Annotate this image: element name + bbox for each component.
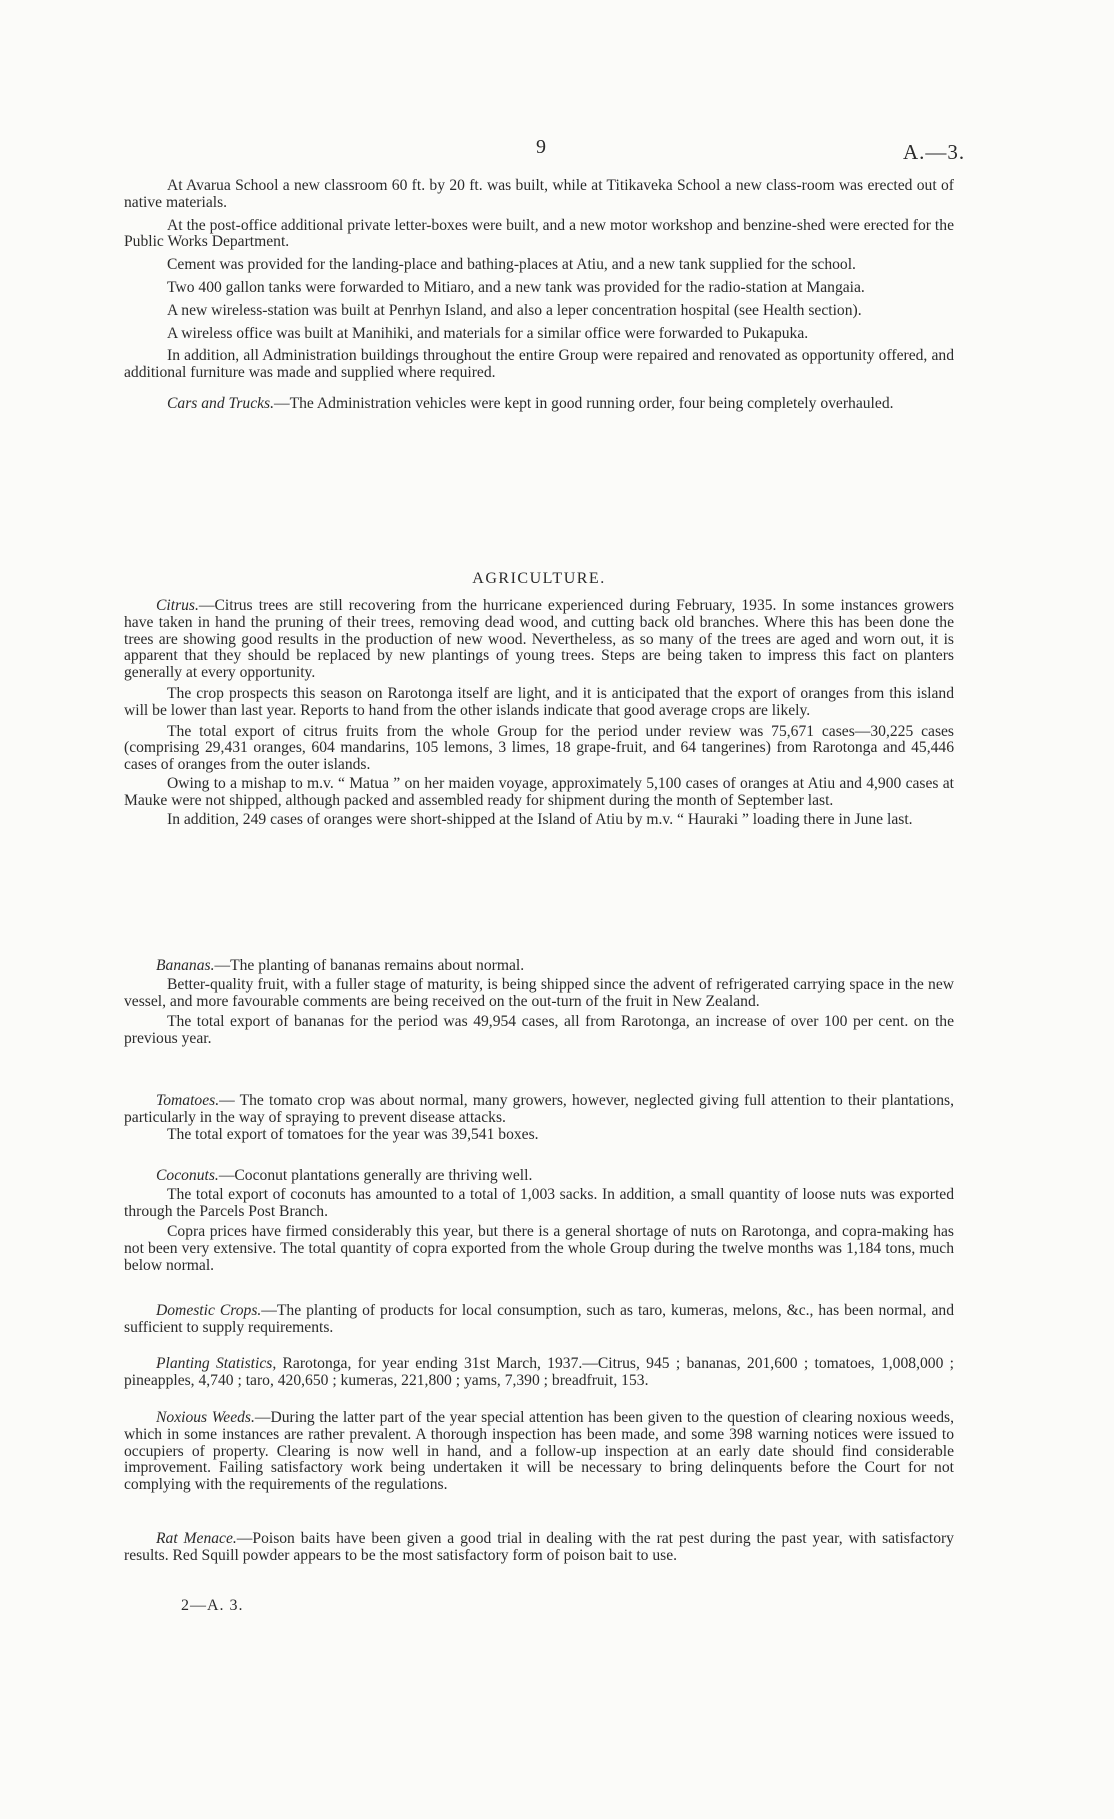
paragraph-text: —The planting of bananas remains about normal. <box>214 957 525 974</box>
domestic-crops-section <box>124 1303 954 1337</box>
paragraph-text: —Coconut plantations generally are thriving well. <box>218 1167 533 1184</box>
paragraph-text: Rarotonga, for year ending 31st March, 1937.—Citrus, 945 ; bananas, 201,600 ; tomatoes, 1,008,000 ; pineapples, 4,740 ; taro, 420,650 ; kumeras, 221,800 ; yams, 7,390 ; breadfruit, 153. <box>124 1355 954 1389</box>
paragraph: In addition, all Administration buildings throughout the entire Group were repaired and renovated as opportunity offered, and additional furniture was made and supplied where required. <box>124 347 954 382</box>
section-heading: AGRICULTURE. <box>472 570 606 587</box>
section-subheading: Cars and Trucks. <box>167 394 275 412</box>
section-subheading: Coconuts. <box>156 1167 219 1184</box>
section-subheading: Planting Statistics, <box>156 1355 277 1372</box>
paragraph: The total export of bananas for the period was 49,954 cases, all from Rarotonga, an increase of over 100 per cent. on the previous year. <box>124 1013 954 1048</box>
paragraph: At Avarua School a new classroom 60 ft. by 20 ft. was built, while at Titikaveka School a new class-room was erected out of native materials. <box>124 177 954 211</box>
section-subheading: Tomatoes. <box>156 1092 220 1109</box>
document-reference: A.—3. <box>903 140 966 164</box>
paragraph-text: —The Administration vehicles were kept in good running order, four being completely overhauled. <box>274 394 894 412</box>
paragraph-text: —The planting of products for local consumption, such as taro, kumeras, melons, &c., has been normal, and sufficient to supply requirements. <box>124 1302 955 1336</box>
section-subheading: Domestic Crops. <box>156 1302 262 1319</box>
paragraph: The total export of citrus fruits from the whole Group for the period under review was 75,671 cases—30,225 cases (comprising 29,431 oranges, 604 mandarins, 105 lemons, 3 limes, 18 grape-fruit, and 64 tangerines) from Rarotonga and 45,446 cases of oranges from the outer islands. <box>124 722 954 774</box>
citrus-section <box>124 598 954 828</box>
paragraph: A wireless office was built at Manihiki, and materials for a similar office were forwarded to Pukapuka. <box>167 324 809 342</box>
paragraph: A new wireless-station was built at Penrhyn Island, and also a leper concentration hospital (see Health section). <box>167 301 862 319</box>
page-number: 9 <box>536 136 546 158</box>
section-subheading: Noxious Weeds. <box>156 1409 255 1426</box>
paragraph <box>124 1356 954 1390</box>
paragraph <box>124 1093 954 1127</box>
paragraph <box>124 1168 954 1185</box>
noxious-weeds-section <box>124 1410 954 1494</box>
rat-menace-section <box>124 1531 954 1565</box>
paragraph <box>124 598 954 682</box>
paragraph-text: —During the latter part of the year special attention has been given to the question of clearing noxious weeds, which in some instances are rather prevalent. A thorough inspection has been made, and some 398 warning notices were issued to occupiers of property. Clearing is now well in hand, and a follow-up inspection at an early date should find considerable improvement. Failing satisfactory work being undertaken it will be necessary to bring delinquents before the Court for not complying with the requirements of the regulations. <box>124 1409 954 1494</box>
paragraph: The crop prospects this season on Rarotonga itself are light, and it is anticipated that the export of oranges from this island will be lower than last year. Reports to hand from the other islands indicate that good average crops are likely. <box>124 684 954 719</box>
tomatoes-section <box>124 1093 954 1143</box>
buildings-section <box>124 178 954 413</box>
paragraph: Two 400 gallon tanks were forwarded to Mitiaro, and a new tank was provided for the radio-station at Mangaia. <box>167 278 865 296</box>
coconuts-section <box>124 1168 954 1275</box>
page-footer: 2—A. 3. <box>181 1597 244 1614</box>
planting-statistics-section <box>124 1356 954 1390</box>
paragraph: Copra prices have firmed considerably this year, but there is a general shortage of nuts on Rarotonga, and copra-making has not been very extensive. The total quantity of copra exported from the whole Group during the twelve months was 1,184 tons, much below normal. <box>124 1223 954 1274</box>
paragraph: Owing to a mishap to m.v. “ Matua ” on her maiden voyage, approximately 5,100 cases of oranges at Atiu and 4,900 cases at Mauke were not shipped, although packed and assembled ready for shipment during the month of September last. <box>124 774 954 809</box>
paragraph <box>124 1531 954 1565</box>
section-subheading: Citrus. <box>156 597 199 614</box>
section-subheading: Rat Menace. <box>156 1530 237 1547</box>
paragraph: At the post-office additional private letter-boxes were built, and a new motor workshop and benzine-shed were erected for the Public Works Department. <box>124 216 954 251</box>
paragraph <box>124 1410 954 1494</box>
paragraph <box>124 958 954 975</box>
paragraph: Cement was provided for the landing-place and bathing-places at Atiu, and a new tank supplied for the school. <box>167 256 856 274</box>
paragraph-text: —Citrus trees are still recovering from the hurricane experienced during February, 1935. In some instances growers have taken in hand the pruning of their trees, removing dead wood, and cutting back old branches. Where this has been done the trees are showing good results in the production of new wood. Nevertheless, as so many of the trees are aged and worn out, it is apparent that they should be replaced by new plantings of young trees. Steps are being taken to impress this fact on planters generally at every opportunity. <box>124 597 954 682</box>
section-subheading: Bananas. <box>156 957 215 974</box>
paragraph: The total export of tomatoes for the year was 39,541 boxes. <box>167 1125 539 1143</box>
bananas-section <box>124 958 954 1048</box>
paragraph-text: — The tomato crop was about normal, many growers, however, neglected giving full attention to their plantations, particularly in the way of spraying to prevent disease attacks. <box>124 1092 954 1126</box>
paragraph: In addition, 249 cases of oranges were short-shipped at the Island of Atiu by m.v. “ Hauraki ” loading there in June last. <box>167 810 913 828</box>
paragraph: The total export of coconuts has amounted to a total of 1,003 sacks. In addition, a small quantity of loose nuts was exported through the Parcels Post Branch. <box>124 1185 954 1220</box>
paragraph <box>124 1303 954 1337</box>
paragraph-text: —Poison baits have been given a good trial in dealing with the rat pest during the past year, with satisfactory results. Red Squill powder appears to be the most satisfactory form of poison bait to use. <box>124 1530 954 1564</box>
cars-trucks-paragraph <box>124 396 954 413</box>
paragraph: Better-quality fruit, with a fuller stage of maturity, is being shipped since the advent of refrigerated carrying space in the new vessel, and more favourable comments are being received on the out-turn of the fruit in New Zealand. <box>124 975 954 1010</box>
